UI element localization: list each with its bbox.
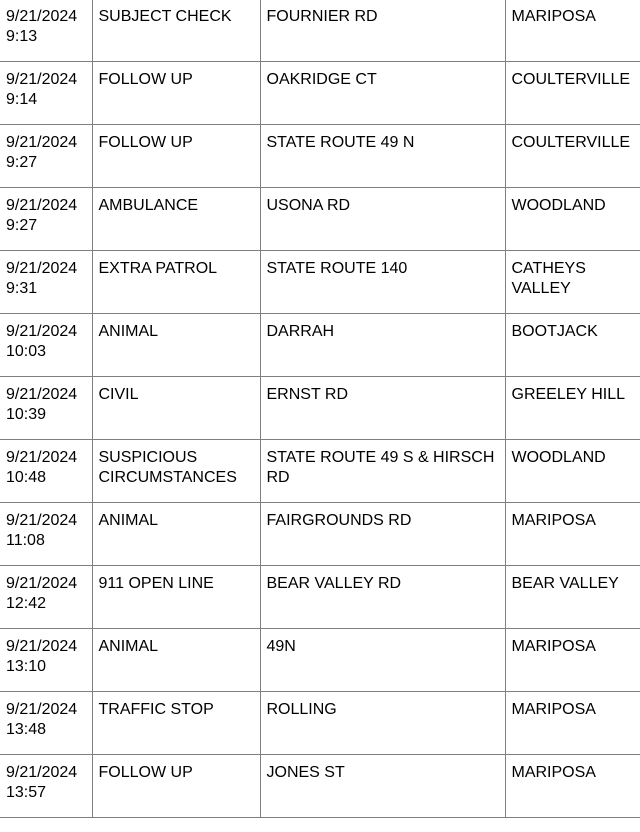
date-text: 9/21/2024 bbox=[6, 8, 78, 25]
location-text: 49N bbox=[266, 638, 296, 655]
city-cell bbox=[505, 251, 640, 314]
time-text: 10:48 bbox=[6, 469, 47, 486]
location-cell bbox=[260, 755, 505, 818]
location-text: ROLLING bbox=[266, 701, 337, 718]
call-type-cell bbox=[92, 251, 260, 314]
city-text: COULTERVILLE bbox=[511, 134, 631, 151]
call-type-text: FOLLOW UP bbox=[98, 764, 193, 781]
location-cell bbox=[260, 125, 505, 188]
call-type-cell bbox=[92, 125, 260, 188]
date-text: 9/21/2024 bbox=[6, 197, 78, 214]
date-text: 9/21/2024 bbox=[6, 764, 78, 781]
date-text: 9/21/2024 bbox=[6, 638, 78, 655]
date-text: 9/21/2024 bbox=[6, 134, 78, 151]
location-text: FAIRGROUNDS RD bbox=[266, 512, 412, 529]
datetime-cell bbox=[0, 503, 92, 566]
time-text: 9:14 bbox=[6, 91, 38, 108]
time-text: 9:13 bbox=[6, 28, 38, 45]
call-type-text: AMBULANCE bbox=[98, 197, 199, 214]
call-type-text: FOLLOW UP bbox=[98, 71, 193, 88]
call-type-cell bbox=[92, 314, 260, 377]
table-row bbox=[0, 62, 640, 125]
call-type-cell bbox=[92, 566, 260, 629]
time-text: 9:31 bbox=[6, 280, 38, 297]
location-text: STATE ROUTE 140 bbox=[266, 260, 408, 277]
location-text: STATE ROUTE 49 S & HIRSCH RD bbox=[266, 449, 495, 486]
city-text: CATHEYS VALLEY bbox=[511, 260, 586, 297]
city-text: MARIPOSA bbox=[511, 8, 596, 25]
date-text: 9/21/2024 bbox=[6, 323, 78, 340]
date-text: 9/21/2024 bbox=[6, 386, 78, 403]
datetime-cell bbox=[0, 188, 92, 251]
call-type-cell bbox=[92, 188, 260, 251]
city-text: COULTERVILLE bbox=[511, 71, 631, 88]
time-text: 13:10 bbox=[6, 658, 47, 675]
time-text: 10:03 bbox=[6, 343, 47, 360]
table-row bbox=[0, 629, 640, 692]
location-cell bbox=[260, 503, 505, 566]
time-text: 13:57 bbox=[6, 784, 47, 801]
table-row bbox=[0, 755, 640, 818]
date-text: 9/21/2024 bbox=[6, 575, 78, 592]
city-cell bbox=[505, 314, 640, 377]
datetime-cell bbox=[0, 125, 92, 188]
time-text: 9:27 bbox=[6, 217, 38, 234]
time-text: 10:39 bbox=[6, 406, 47, 423]
location-text: BEAR VALLEY RD bbox=[266, 575, 402, 592]
call-type-text: ANIMAL bbox=[98, 638, 159, 655]
time-text: 11:08 bbox=[6, 532, 45, 549]
location-text: JONES ST bbox=[266, 764, 345, 781]
location-text: ERNST RD bbox=[266, 386, 348, 403]
call-type-cell bbox=[92, 377, 260, 440]
date-text: 9/21/2024 bbox=[6, 260, 78, 277]
call-type-cell bbox=[92, 692, 260, 755]
location-cell bbox=[260, 0, 505, 62]
datetime-cell bbox=[0, 0, 92, 62]
call-type-text: ANIMAL bbox=[98, 323, 159, 340]
table-row bbox=[0, 440, 640, 503]
call-type-cell bbox=[92, 0, 260, 62]
location-cell bbox=[260, 314, 505, 377]
table-row bbox=[0, 566, 640, 629]
call-type-text: ANIMAL bbox=[98, 512, 159, 529]
city-text: MARIPOSA bbox=[511, 764, 596, 781]
table-row bbox=[0, 314, 640, 377]
datetime-cell bbox=[0, 314, 92, 377]
location-text: STATE ROUTE 49 N bbox=[266, 134, 415, 151]
table-row bbox=[0, 503, 640, 566]
city-text: MARIPOSA bbox=[511, 638, 596, 655]
location-cell bbox=[260, 629, 505, 692]
datetime-cell bbox=[0, 377, 92, 440]
city-text: BOOTJACK bbox=[511, 323, 598, 340]
location-cell bbox=[260, 566, 505, 629]
city-text: MARIPOSA bbox=[511, 701, 596, 718]
datetime-cell bbox=[0, 251, 92, 314]
datetime-cell bbox=[0, 566, 92, 629]
city-text: WOODLAND bbox=[511, 197, 606, 214]
city-cell bbox=[505, 755, 640, 818]
date-text: 9/21/2024 bbox=[6, 449, 78, 466]
call-type-text: TRAFFIC STOP bbox=[98, 701, 214, 718]
datetime-cell bbox=[0, 629, 92, 692]
table-row bbox=[0, 377, 640, 440]
city-cell bbox=[505, 503, 640, 566]
call-type-cell bbox=[92, 440, 260, 503]
date-text: 9/21/2024 bbox=[6, 512, 78, 529]
city-text: BEAR VALLEY bbox=[511, 575, 619, 592]
city-text: WOODLAND bbox=[511, 449, 606, 466]
city-cell bbox=[505, 629, 640, 692]
location-cell bbox=[260, 377, 505, 440]
table-row bbox=[0, 125, 640, 188]
location-cell bbox=[260, 62, 505, 125]
time-text: 13:48 bbox=[6, 721, 47, 738]
location-text: OAKRIDGE CT bbox=[266, 71, 377, 88]
datetime-cell bbox=[0, 692, 92, 755]
call-type-text: CIVIL bbox=[98, 386, 139, 403]
city-cell bbox=[505, 692, 640, 755]
call-type-text: SUBJECT CHECK bbox=[98, 8, 232, 25]
location-cell bbox=[260, 251, 505, 314]
time-text: 12:42 bbox=[6, 595, 47, 612]
call-type-text: 911 OPEN LINE bbox=[98, 575, 214, 592]
call-type-text: FOLLOW UP bbox=[98, 134, 193, 151]
location-text: USONA RD bbox=[266, 197, 351, 214]
location-cell bbox=[260, 692, 505, 755]
call-type-cell bbox=[92, 755, 260, 818]
call-type-text: SUSPICIOUS CIRCUMSTANCES bbox=[98, 449, 237, 486]
location-text: FOURNIER RD bbox=[266, 8, 378, 25]
date-text: 9/21/2024 bbox=[6, 701, 78, 718]
time-text: 9:27 bbox=[6, 154, 38, 171]
date-text: 9/21/2024 bbox=[6, 71, 78, 88]
city-text: GREELEY HILL bbox=[511, 386, 626, 403]
city-text: MARIPOSA bbox=[511, 512, 596, 529]
location-text: DARRAH bbox=[266, 323, 335, 340]
location-cell bbox=[260, 440, 505, 503]
table-row bbox=[0, 251, 640, 314]
city-cell bbox=[505, 566, 640, 629]
call-type-cell bbox=[92, 503, 260, 566]
location-cell bbox=[260, 188, 505, 251]
call-type-text: EXTRA PATROL bbox=[98, 260, 218, 277]
city-cell bbox=[505, 125, 640, 188]
city-cell bbox=[505, 440, 640, 503]
datetime-cell bbox=[0, 440, 92, 503]
city-cell bbox=[505, 0, 640, 62]
datetime-cell bbox=[0, 62, 92, 125]
city-cell bbox=[505, 188, 640, 251]
city-cell bbox=[505, 62, 640, 125]
call-type-cell bbox=[92, 62, 260, 125]
call-type-cell bbox=[92, 629, 260, 692]
datetime-cell bbox=[0, 755, 92, 818]
table-row bbox=[0, 692, 640, 755]
table-row bbox=[0, 188, 640, 251]
city-cell bbox=[505, 377, 640, 440]
table-row bbox=[0, 0, 640, 62]
